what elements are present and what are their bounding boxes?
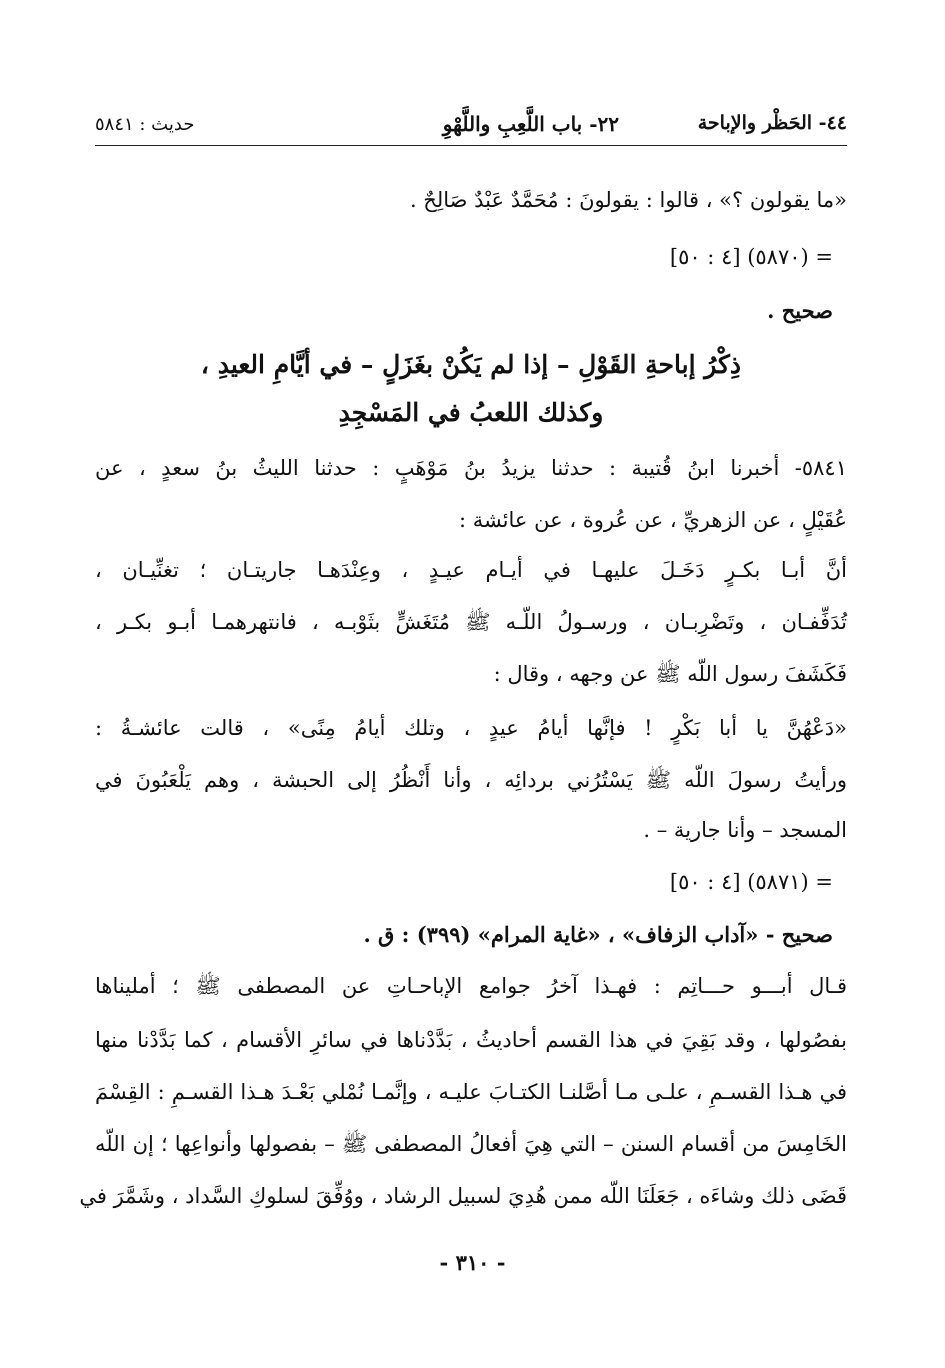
previous-hadith-grade: صحيح . (767, 298, 833, 323)
matn-line-1: أنَّ أبـا بكـرٍ دَخَـلَ عليهـا في أيـام عيـدٍ ، وعِنْدَهـا جاريتـان ؛ تغنِّيـان ، (95, 558, 847, 582)
header-divider (95, 145, 847, 146)
hadith-reference: = (٥٨٧١) [٤ : ٥٠] (669, 870, 833, 894)
hadith-grade: صحيح - «آداب الزفاف» ، «غاية المرام» (٣٩٩) : ق . (363, 922, 833, 947)
header-chapter-title: ٤٤- الحَظْر والإباحة (697, 112, 847, 134)
closing-line-4: الخَامِسَ من أقسام السنن – التي هِيَ أفعالُ المصطفى ﷺ – بفصولها وأنواعِها ؛ إن اللّه (95, 1132, 847, 1156)
previous-hadith-reference: = (٥٨٧٠) [٤ : ٥٠] (669, 245, 833, 269)
header-section-title: ٢٢- باب اللَّعِبِ واللَّهْوِ (442, 112, 619, 136)
isnad-line-2: عُقَيْلٍ ، عن الزهريِّ ، عن عُروة ، عن عائشة : (458, 508, 847, 532)
chapter-heading-line-1: ذِكْرُ إباحةِ القَوْلِ – إذا لم يَكُنْ بغَزَلٍ – في أيَّامِ العيدِ ، (200, 350, 742, 379)
matn-line-6: المسجد – وأنا جارية – . (643, 818, 847, 842)
closing-line-5: قَضَى ذلك وشاءَه ، جَعَلَنَا اللّه ممن هُدِيَ لسبيل الرشاد ، ووُفِّقَ لسلوكِ السَّداد ، وشَمَّرَ في (79, 1184, 847, 1208)
chapter-heading-line-2: وكذلك اللعبُ في المَسْجِدِ (338, 398, 604, 427)
page-number: - ٣١٠ - (439, 1250, 506, 1275)
header-hadith-number: حديث : ٥٨٤١ (95, 114, 195, 135)
closing-line-3: في هـذا القسـمِ ، علـى مـا أصَّلنـا الكتـابَ عليـه ، وإنَّمـا نُمْلي بَعْـدَ هـذا القسـمِ : القِسْمَ (95, 1080, 847, 1104)
matn-line-2: تُدَفِّفـان ، وتَضْرِبـان ، ورسـولُ اللّـه ﷺ مُتَغَشٍّ بثَوْبـه ، فانتهرهمـا أبـو بكـر ، (95, 610, 847, 634)
matn-line-5: ورأيتُ رسولَ اللّه ﷺ يَسْتُرُني بردائِه ، وأنا أَنْظُرُ إلى الحبشة ، وهم يَلْعَبُونَ في (95, 768, 847, 792)
running-header (95, 108, 847, 142)
previous-hadith-quote: «ما يقولون ؟» ، قالوا : يقولونَ : مُحَمَّدٌ عَبْدٌ صَالِحٌ . (409, 188, 847, 212)
closing-line-1: قـال أبـــو حـــاتِم : فهـذا آخرُ جوامع الإباحـاتِ عن المصطفى ﷺ ؛ أمليناها (95, 974, 847, 998)
isnad-line-1: ٥٨٤١- أخبرنا ابنُ قُتيبة : حدثنا يزيدُ بنُ مَوْهَبٍ : حدثنا الليثُ بنُ سعدٍ ، عن (95, 456, 847, 480)
matn-line-3: فَكَشَفَ رسول اللّه ﷺ عن وجهه ، وقال : (493, 662, 847, 686)
closing-line-2: بفصُولها ، وقد بَقِيَ في هذا القسم أحاديثُ ، بَدَّدْناها في سائرِ الأقسام ، كما بَدَّدْنا منها (95, 1028, 847, 1052)
matn-line-4: «دَعْهُنَّ يا أبا بَكْرٍ ! فإنَّها أيامُ عيدٍ ، وتلك أيامُ مِنًى» ، قالت عائشـةُ : (95, 716, 847, 740)
